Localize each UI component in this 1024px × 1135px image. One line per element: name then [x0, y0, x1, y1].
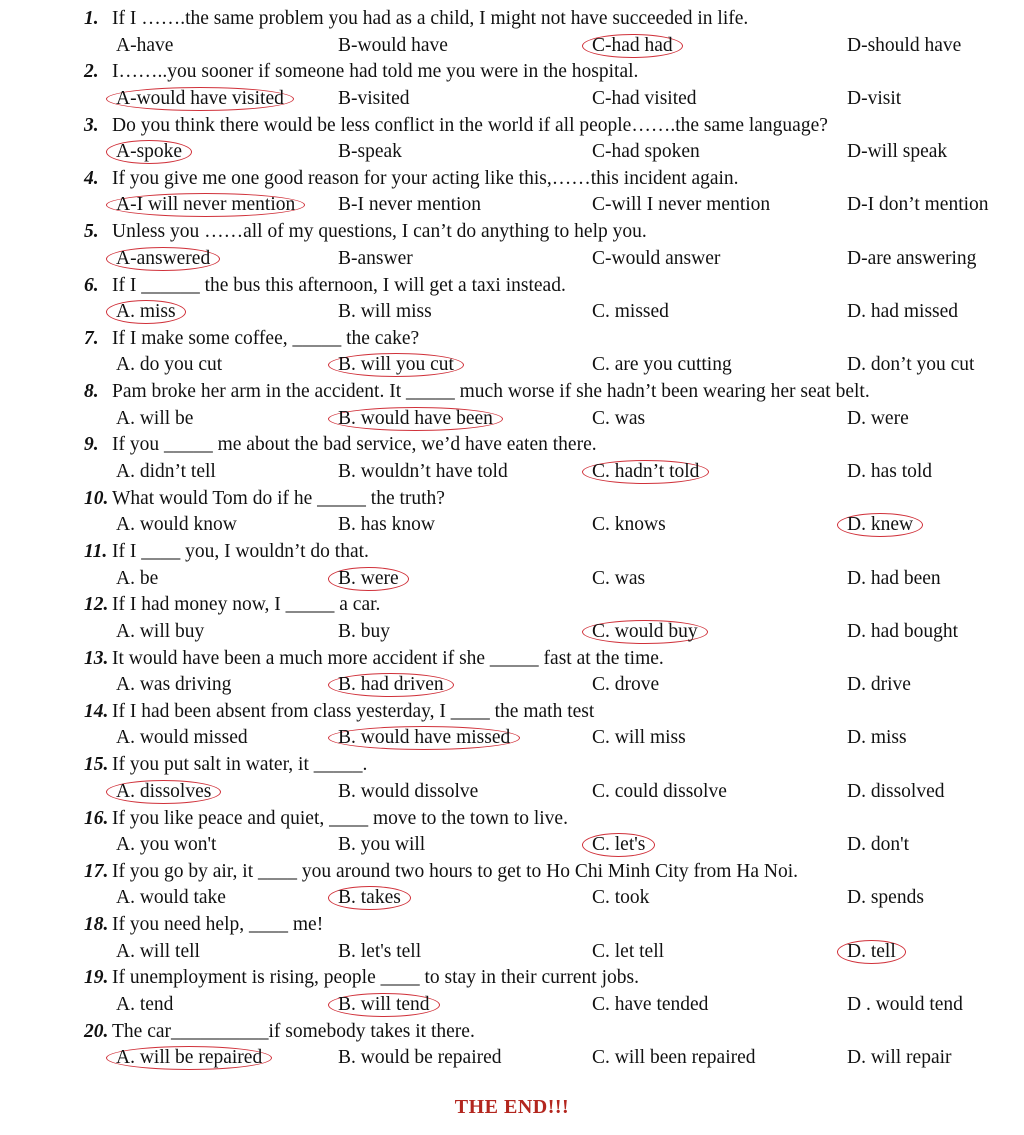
option-row: [0, 512, 1024, 538]
circled-answer-option: B. takes: [328, 886, 411, 910]
answer-option: D. spends: [847, 887, 924, 909]
question-stem: If I make some coffee, _____ the cake?: [112, 327, 420, 349]
option-row: [0, 459, 1024, 485]
circled-answer-option: C. would buy: [582, 620, 708, 644]
answer-option: C. could dissolve: [592, 780, 727, 802]
option-row: [0, 939, 1024, 965]
question-number: 17.: [84, 860, 109, 882]
answer-option: C. was: [592, 407, 646, 429]
answer-option: C-would answer: [592, 247, 721, 269]
answer-option: A. would know: [116, 514, 237, 536]
answer-option: A. was driving: [116, 674, 232, 696]
answer-option: B. has know: [338, 514, 435, 536]
answer-option: A. tend: [116, 993, 174, 1015]
answer-option: C. will been repaired: [592, 1047, 756, 1069]
question-stem: If you put salt in water, it _____.: [112, 754, 368, 776]
answer-option: D-visit: [847, 87, 902, 109]
answer-option: D. don't: [847, 834, 910, 855]
circled-answer-option: A-would have visited: [106, 87, 294, 111]
question-number: 12.: [84, 594, 109, 616]
answer-option: D. had bought: [847, 620, 959, 642]
option-row: [0, 992, 1024, 1018]
answer-option: A. will be: [116, 407, 194, 429]
circled-answer-option: B. had driven: [328, 673, 454, 697]
circled-answer-option: A. will be repaired: [106, 1046, 272, 1070]
option-row: [0, 139, 1024, 165]
question-stem: If I ______ the bus this afternoon, I will get a taxi instead.: [112, 274, 566, 296]
option-row: [0, 33, 1024, 59]
answer-option: B-would have: [338, 34, 448, 56]
circled-answer-option: B. will you cut: [328, 353, 464, 377]
question-stem: It would have been a much more accident if she _____ fast at the time.: [112, 647, 664, 669]
answer-option: C-had spoken: [592, 141, 700, 163]
answer-option: D. were: [847, 407, 909, 429]
option-row: [0, 246, 1024, 272]
answer-option: B-speak: [338, 141, 402, 163]
question-stem: I……..you sooner if someone had told me you were in the hospital.: [112, 61, 639, 83]
option-row: [0, 672, 1024, 698]
answer-option: A. be: [116, 567, 159, 589]
question-stem: If I ____ you, I wouldn’t do that.: [112, 541, 369, 562]
question-stem: If you give me one good reason for your acting like this,……this incident again.: [112, 167, 739, 189]
question-stem: If you _____ me about the bad service, we’d have eaten there.: [112, 434, 597, 456]
question-number: 16.: [84, 807, 109, 829]
circled-answer-option: B. will tend: [328, 993, 440, 1017]
answer-option: D. has told: [847, 460, 933, 482]
answer-option: B. will miss: [338, 301, 432, 322]
circled-answer-option: C. let's: [582, 833, 655, 857]
answer-option: D-will speak: [847, 141, 948, 163]
question-stem: The car__________if somebody takes it there.: [112, 1020, 475, 1042]
circled-answer-option: B. would have been: [328, 407, 503, 431]
answer-option: A. will tell: [116, 940, 200, 962]
option-row: [0, 406, 1024, 432]
circled-answer-option: D. knew: [837, 513, 923, 537]
circled-answer-option: C. hadn’t told: [582, 460, 709, 484]
option-row: [0, 566, 1024, 592]
question-number: 8.: [84, 381, 99, 403]
question-stem: Pam broke her arm in the accident. It _____ much worse if she hadn’t been wearing her seat belt.: [112, 381, 870, 403]
question-number: 5.: [84, 221, 99, 243]
question-stem: If I …….the same problem you had as a child, I might not have succeeded in life.: [112, 8, 749, 29]
question-number: 19.: [84, 967, 109, 989]
answer-option: B. would be repaired: [338, 1047, 502, 1069]
answer-option: C. are you cutting: [592, 354, 732, 376]
question-stem: If I had been absent from class yesterday, I ____ the math test: [112, 700, 595, 722]
question-number: 7.: [84, 327, 99, 349]
answer-option: C. knows: [592, 514, 666, 536]
option-row: [0, 725, 1024, 751]
answer-option: A. will buy: [116, 620, 205, 642]
question-number: 11.: [84, 541, 108, 562]
answer-option: C. missed: [592, 301, 669, 322]
answer-option: B-visited: [338, 87, 410, 109]
answer-option: D. had been: [847, 567, 941, 589]
answer-option: D-are answering: [847, 247, 977, 269]
question-stem: If you need help, ____ me!: [112, 914, 324, 936]
answer-option: D. drive: [847, 674, 911, 696]
answer-option: B. let's tell: [338, 940, 422, 962]
question-stem: If I had money now, I _____ a car.: [112, 594, 381, 616]
answer-option: B. buy: [338, 620, 391, 642]
question-number: 18.: [84, 914, 109, 936]
answer-option: A. do you cut: [116, 354, 223, 376]
option-row: [0, 885, 1024, 911]
answer-option: B. would dissolve: [338, 780, 479, 802]
circled-answer-option: A. miss: [106, 300, 186, 324]
answer-option: D. had missed: [847, 301, 959, 322]
question-stem: If unemployment is rising, people ____ to stay in their current jobs.: [112, 967, 639, 989]
question-number: 4.: [84, 167, 99, 189]
question-number: 9.: [84, 434, 99, 456]
question-number: 13.: [84, 647, 109, 669]
circled-answer-option: C-had had: [582, 34, 683, 58]
question-stem: Unless you ……all of my questions, I can’t do anything to help you.: [112, 221, 647, 243]
answer-option: B-I never mention: [338, 194, 481, 216]
answer-option: D-I don’t mention: [847, 194, 989, 216]
question-stem: Do you think there would be less conflict in the world if all people…….the same language?: [112, 114, 828, 136]
option-row: [0, 779, 1024, 805]
answer-option: B. you will: [338, 834, 426, 855]
answer-option: D . would tend: [847, 993, 963, 1015]
option-row: [0, 352, 1024, 378]
answer-option: D. will repair: [847, 1047, 952, 1069]
answer-option: C. will miss: [592, 727, 686, 749]
answer-option: A-have: [116, 34, 174, 56]
answer-option: C. drove: [592, 674, 660, 696]
question-number: 6.: [84, 274, 99, 296]
answer-option: B-answer: [338, 247, 413, 269]
answer-option: D. dissolved: [847, 780, 945, 802]
question-number: 1.: [84, 8, 99, 29]
option-row: [0, 1045, 1024, 1071]
answer-option: A. would missed: [116, 727, 248, 749]
question-number: 10.: [84, 487, 109, 509]
question-number: 20.: [84, 1020, 109, 1042]
circled-answer-option: B. would have missed: [328, 726, 520, 750]
question-stem: If you go by air, it ____ you around two hours to get to Ho Chi Minh City from Ha Noi.: [112, 860, 798, 882]
question-number: 14.: [84, 700, 109, 722]
answer-option: C-had visited: [592, 87, 697, 109]
question-stem: What would Tom do if he _____ the truth?: [112, 487, 445, 509]
circled-answer-option: A-I will never mention: [106, 193, 305, 217]
option-row: [0, 192, 1024, 218]
answer-option: A. didn’t tell: [116, 460, 216, 482]
answer-option: D. miss: [847, 727, 907, 749]
question-number: 2.: [84, 61, 99, 83]
circled-answer-option: A-spoke: [106, 140, 192, 164]
answer-option: C. was: [592, 567, 646, 589]
option-row: [0, 299, 1024, 325]
option-row: [0, 86, 1024, 112]
answer-option: D-should have: [847, 34, 962, 56]
end-text: THE END!!!: [454, 1096, 570, 1118]
question-stem: If you like peace and quiet, ____ move to the town to live.: [112, 807, 568, 829]
circled-answer-option: A. dissolves: [106, 780, 221, 804]
answer-option: A. would take: [116, 887, 226, 909]
answer-option: C-will I never mention: [592, 194, 771, 216]
question-number: 15.: [84, 754, 109, 776]
circled-answer-option: B. were: [328, 567, 409, 591]
answer-option: C. have tended: [592, 993, 709, 1015]
answer-option: C. let tell: [592, 940, 665, 962]
circled-answer-option: A-answered: [106, 247, 220, 271]
answer-option: C. took: [592, 887, 650, 909]
option-row: [0, 832, 1024, 858]
answer-option: D. don’t you cut: [847, 354, 975, 376]
answer-option: A. you won't: [116, 834, 217, 855]
option-row: [0, 619, 1024, 645]
answer-option: B. wouldn’t have told: [338, 460, 508, 482]
circled-answer-option: D. tell: [837, 940, 906, 964]
question-number: 3.: [84, 114, 99, 136]
